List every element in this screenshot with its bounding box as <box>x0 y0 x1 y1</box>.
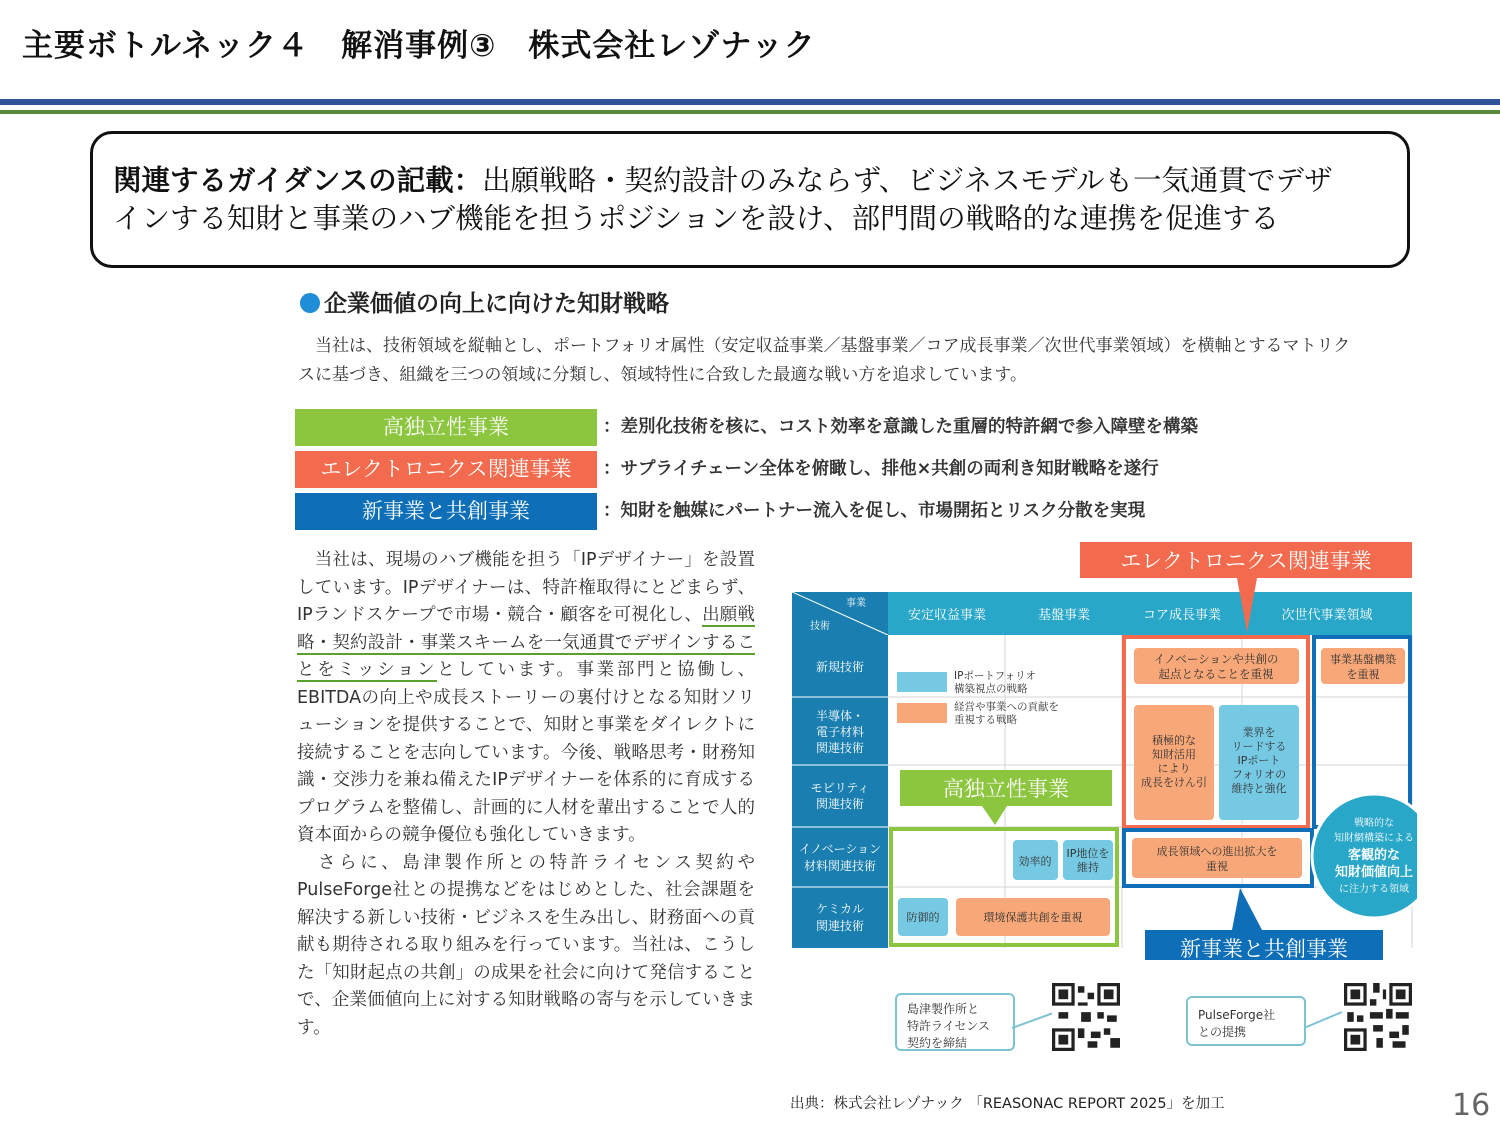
svg-text:IP地位を: IP地位を <box>1066 847 1110 860</box>
svg-text:維持と強化: 維持と強化 <box>1231 782 1287 795</box>
legend-blue-text: IPポートフォリオ <box>954 670 1036 682</box>
ip-strategy-matrix <box>792 540 1417 960</box>
svg-text:知財網構築による: 知財網構築による <box>1334 833 1414 844</box>
svg-text:効率的: 効率的 <box>1018 855 1052 868</box>
matrix-row-label: 関連技術 <box>815 741 865 755</box>
report-heading: 企業価値の向上に向けた知財戦略 <box>300 285 669 318</box>
svg-text:成長領域への進出拡大を: 成長領域への進出拡大を <box>1156 845 1278 858</box>
guidance-box <box>90 131 1410 268</box>
guidance-label: 関連するガイダンスの記載： <box>113 164 483 197</box>
category-electronics: エレクトロニクス関連事業 <box>295 451 597 488</box>
matrix-row-header <box>792 827 888 887</box>
callout-pointer-left <box>1012 1010 1057 1030</box>
report-intro <box>298 332 1423 390</box>
matrix-corner-bottom: 技術 <box>810 621 830 632</box>
page-number: 16 <box>1452 1088 1491 1123</box>
category-independent-desc: ：差別化技術を核に、コスト効率を意識した重層的特許網で参入障壁を構築 <box>603 417 1198 437</box>
box-ip-position <box>1063 840 1113 880</box>
legend-blue-swatch <box>897 672 947 692</box>
matrix-row-label: 関連技術 <box>815 919 865 933</box>
svg-text:起点となることを重視: 起点となることを重視 <box>1158 667 1274 681</box>
callout-pointer-right <box>1304 1010 1344 1030</box>
page-title: 主要ボトルネック４ 解消事例③ 株式会社レゾナック <box>22 28 816 64</box>
svg-text:戦略的な: 戦略的な <box>1354 818 1394 829</box>
matrix-col-label: 次世代事業領域 <box>1281 608 1373 623</box>
callout-pulseforge: PulseForge社 との提携 <box>1186 996 1306 1046</box>
svg-text:知財価値向上: 知財価値向上 <box>1334 865 1414 880</box>
qr-code-icon[interactable] <box>1052 983 1120 1051</box>
svg-text:リードする: リードする <box>1231 740 1287 753</box>
svg-text:重視: 重視 <box>1206 860 1228 873</box>
matrix-row-label: ケミカル <box>815 902 865 916</box>
svg-text:により: により <box>1157 762 1191 775</box>
guidance-line-2: インする知財と事業のハブ機能を担うポジションを設け、部門間の戦略的な連携を促進する <box>113 202 1280 235</box>
svg-text:客観的な: 客観的な <box>1347 848 1401 863</box>
legend-orange-text: 重視する戦略 <box>954 714 1017 726</box>
matrix-row-header <box>792 887 888 948</box>
guidance-line-1: 関連するガイダンスの記載：出願戦略・契約設計のみならず、ビジネスモデルも一気通貫でデザ <box>113 164 1333 197</box>
matrix-col-label: 安定収益事業 <box>907 608 987 623</box>
svg-text:イノベーションや共創の: イノベーションや共創の <box>1153 652 1279 666</box>
svg-text:事業基盤構築: 事業基盤構築 <box>1330 653 1396 666</box>
matrix-row-label: モビリティ <box>810 781 870 795</box>
svg-text:フォリオの: フォリオの <box>1231 768 1287 781</box>
category-new-business-desc: ：知財を触媒にパートナー流入を促し、市場開拓とリスク分散を実現 <box>603 501 1146 521</box>
legend-blue-text: 構築視点の戦略 <box>954 683 1028 695</box>
svg-text:成長をけん引: 成長をけん引 <box>1141 776 1207 789</box>
matrix-corner-top: 事業 <box>846 598 866 609</box>
svg-text:積極的な: 積極的な <box>1152 734 1196 747</box>
bullet-dot-icon <box>300 293 320 313</box>
matrix-row-header <box>792 765 888 827</box>
label-electronics-text: エレクトロニクス関連事業 <box>1120 549 1372 573</box>
svg-text:を重視: を重視 <box>1346 668 1380 681</box>
source-citation: 出典：株式会社レゾナック 「REASONAC REPORT 2025」を加工 <box>790 1096 1225 1112</box>
svg-text:知財活用: 知財活用 <box>1152 748 1196 761</box>
svg-text:環境保護共創を重視: 環境保護共創を重視 <box>983 911 1083 924</box>
svg-text:IPポート: IPポート <box>1237 754 1281 767</box>
header-rule-green <box>0 110 1500 114</box>
matrix-col-label: 基盤事業 <box>1037 608 1091 623</box>
report-body: 当社は、現場のハブ機能を担う「IPデザイナー」を設置しています。IPデザイナーは、特許権取得にとどまらず、IPランドスケープで市場・競合・顧客を可視化し、出願戦略・契約設計・事業スキームを一気通貫でデザインすることをミッションとしています。事業部門と協働し、EBITDAの向上や成長ストーリーの裏付けとなる知財ソリューションを提供することで、知財と事業をダイレクトに接続することを志向しています。今後、戦略思考・財務知識・交渉力を兼ね備えたIPデザイナーを体系的に育成するプログラムを整備し、計画的に人材を輩出することで人的資本面からの競争優位も強化していきます。 さらに、島津製作所との特許ライセンス契約やPulseForge社との提携などをはじめとした、社会課題を解決する新しい技術・ビジネスを生み出し、財務面への貢献も期待される取り組みを行っています。当社は、こうした「知財起点の共創」の成果を社会に向けて発信することで、企業価値向上に対する知財戦略の寄与を示していきます。 <box>297 550 756 1038</box>
intro-line-1: 当社は、技術領域を縦軸とし、ポートフォリオ属性（安定収益事業／基盤事業／コア成長事業／次世代事業領域）を横軸とするマトリク <box>315 336 1351 356</box>
svg-text:業界を: 業界を <box>1242 726 1276 739</box>
qr-code-icon[interactable] <box>1344 983 1412 1051</box>
matrix-row-label: 半導体・ <box>815 709 865 723</box>
category-electronics-desc: ：サプライチェーン全体を俯瞰し、排他×共創の両利き知財戦略を遂行 <box>603 459 1159 479</box>
svg-text:防御的: 防御的 <box>906 911 940 924</box>
legend-orange-text: 経営や事業への貢献を <box>954 701 1059 713</box>
svg-text:維持: 維持 <box>1077 861 1099 874</box>
label-new-business-text: 新事業と共創事業 <box>1180 937 1348 960</box>
category-independent: 高独立性事業 <box>295 409 597 446</box>
matrix-col-label: コア成長事業 <box>1142 608 1222 623</box>
header-rule-blue <box>0 99 1500 105</box>
intro-line-2: スに基づき、組織を三つの領域に分類し、領域特性に合致した最適な戦い方を追求しています。 <box>298 365 1027 385</box>
svg-text:に注力する領域: に注力する領域 <box>1339 884 1409 895</box>
category-new-business: 新事業と共創事業 <box>295 493 597 530</box>
matrix-row-label: 材料関連技術 <box>803 859 877 873</box>
matrix-row-label: 関連技術 <box>815 797 865 811</box>
matrix-row-label: 電子材料 <box>815 725 865 739</box>
legend-orange-swatch <box>897 703 947 723</box>
callout-shimadzu: 島津製作所と 特許ライセンス 契約を締結 <box>895 993 1015 1051</box>
matrix-row-label: 新規技術 <box>815 660 865 674</box>
label-independent-text: 高独立性事業 <box>943 777 1069 801</box>
matrix-row-label: イノベーション <box>798 842 882 856</box>
highlighted-mission: 出願戦略・契約設計・事業スキームを一気通貫でデザインすることをミッション <box>297 605 756 680</box>
